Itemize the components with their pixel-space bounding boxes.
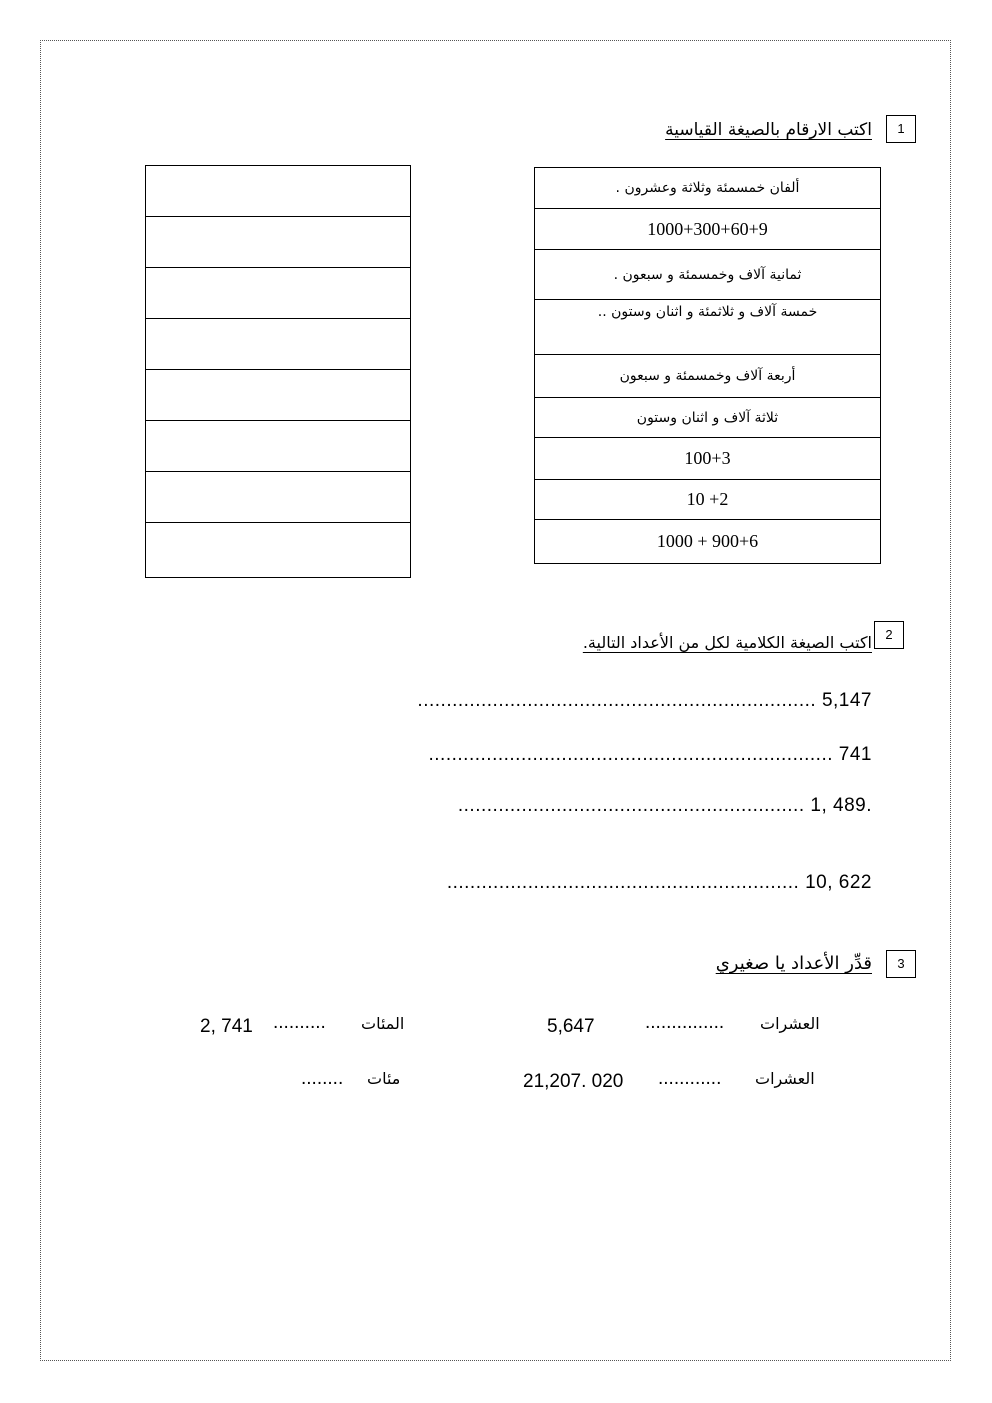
question-number-3: 3: [886, 950, 916, 978]
estimate-label: المئات: [361, 1014, 405, 1033]
answer-line: ..................................................................... 5,147: [417, 690, 872, 711]
table-row: ثلاثة آلاف و اثنان وستون: [535, 398, 881, 438]
answer-line: ...................................................................... 741: [428, 744, 872, 765]
table-row: أربعة آلاف وخمسمئة و سبعون: [535, 355, 881, 398]
question-number-2: 2: [874, 621, 904, 649]
question-1-title: اكتب الارقام بالصيغة القياسية: [665, 120, 872, 140]
estimate-dots: ........: [301, 1068, 344, 1089]
table-row: 1000 + 900+6: [535, 520, 881, 564]
answer-cell[interactable]: [146, 217, 411, 268]
table-row: 10 +2: [535, 480, 881, 520]
answer-cell[interactable]: [146, 472, 411, 523]
table-row: ألفان خمسمئة وثلاثة وعشرون .: [535, 168, 881, 209]
table-row: خمسة آلاف و ثلاثمئة و اثنان وستون ..: [535, 300, 881, 355]
answer-cell[interactable]: [146, 268, 411, 319]
estimate-dots: ............: [658, 1068, 722, 1089]
answer-line: ............................................................. 10, 622: [446, 872, 872, 893]
table-row: ثمانية آلاف وخمسمئة و سبعون .: [535, 250, 881, 300]
question-2-title: اكتب الصيغة الكلامية لكل من الأعداد التالية.: [582, 633, 872, 652]
answer-line: ............................................................ 1, 489.: [457, 795, 872, 816]
number-words-table: [534, 167, 881, 564]
estimate-label: العشرات: [755, 1069, 815, 1088]
answer-cell[interactable]: [146, 523, 411, 578]
estimate-label: العشرات: [760, 1014, 820, 1033]
table-row: 100+3: [535, 438, 881, 480]
estimate-label: مئات: [367, 1069, 401, 1088]
answer-cell[interactable]: [146, 319, 411, 370]
answer-table: [145, 165, 411, 578]
estimate-number: 21,207. 020: [523, 1071, 624, 1092]
estimate-dots: ...............: [645, 1012, 725, 1033]
answer-cell[interactable]: [146, 421, 411, 472]
question-3-title: قدِّر الأعداد يا صغيري: [715, 953, 872, 974]
estimate-number: 2, 741: [200, 1016, 253, 1037]
estimate-dots: ..........: [273, 1012, 326, 1033]
estimate-number: 5,647: [547, 1016, 595, 1037]
answer-cell[interactable]: [146, 166, 411, 217]
question-number-1: 1: [886, 115, 916, 143]
answer-cell[interactable]: [146, 370, 411, 421]
table-row: 1000+300+60+9: [535, 209, 881, 250]
